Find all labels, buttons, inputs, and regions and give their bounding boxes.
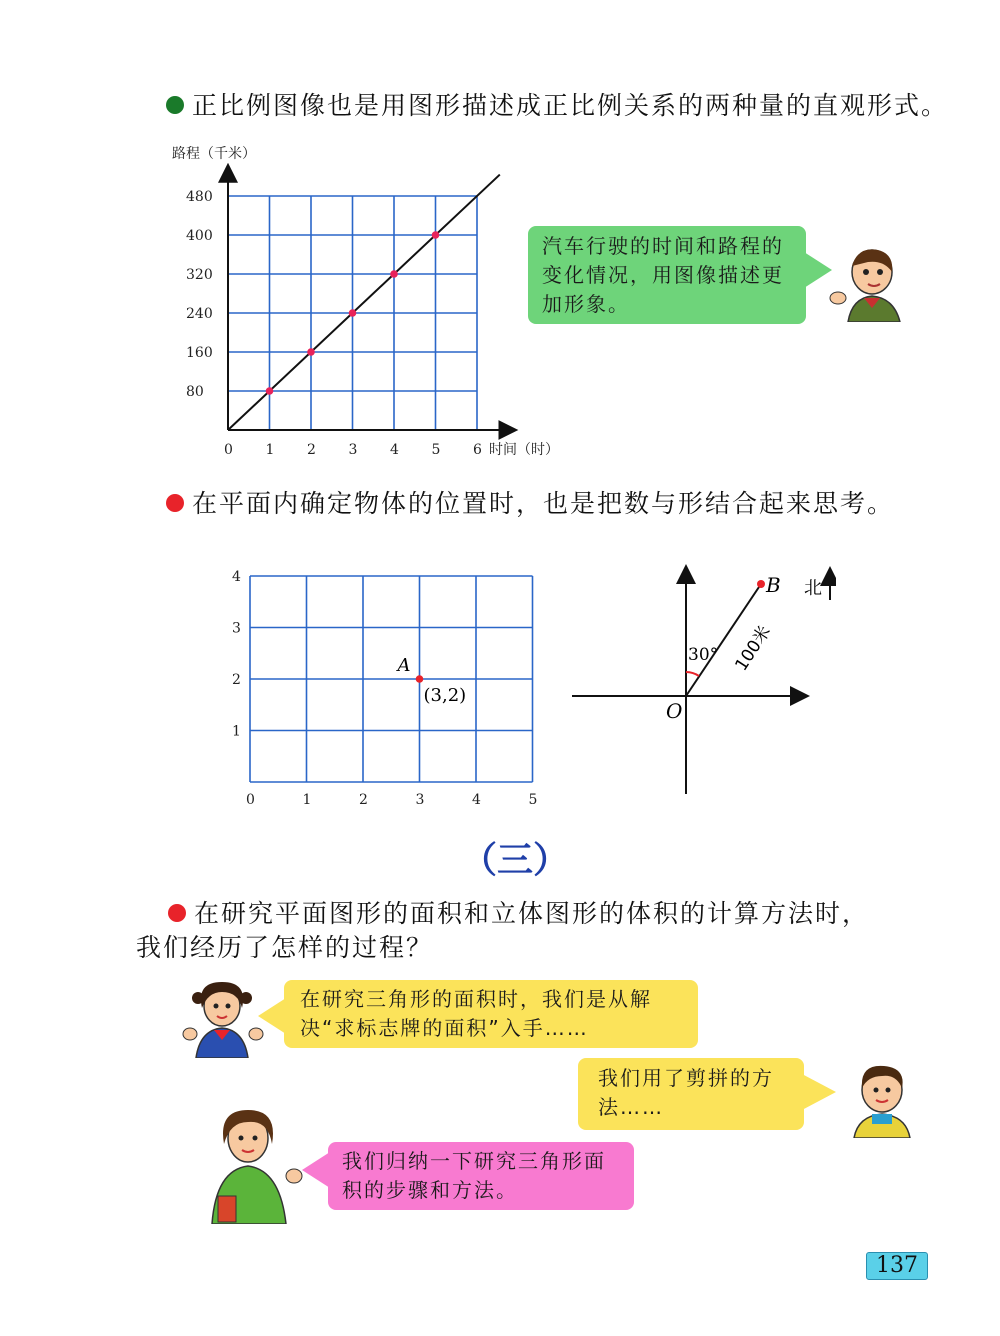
angle-arc [686, 672, 699, 676]
x-tick-label: 6 [473, 442, 482, 458]
speech-bubble-girl [284, 980, 698, 1048]
boy-avatar [828, 242, 908, 322]
bubble-text: 在研究三角形的面积时，我们是从解决“求标志牌的面积”入手…… [300, 987, 652, 1040]
y-tick-label: 320 [186, 267, 213, 283]
section3-heading-line2: 我们经历了怎样的过程？ [136, 933, 434, 962]
bullet-red-2 [168, 904, 186, 922]
point-a-label: A [397, 655, 411, 676]
bubble-text: 汽车行驶的时间和路程的变化情况，用图像描述更加形象。 [542, 234, 784, 316]
data-point [307, 348, 315, 356]
bubble-tail [300, 1150, 330, 1190]
point-a-coords: (3,2) [423, 685, 467, 706]
section3-heading-line1: 在研究平面图形的面积和立体图形的体积的计算方法时， [194, 899, 870, 928]
y-tick-label: 480 [186, 189, 213, 205]
x-tick-label: 5 [528, 792, 538, 808]
bullet-green [166, 96, 184, 114]
x-tick-label: 0 [224, 442, 233, 458]
data-point [390, 270, 398, 278]
bubble-text: 我们用了剪拼的方法…… [598, 1066, 774, 1119]
data-point [349, 309, 357, 317]
x-tick-label: 5 [431, 442, 441, 458]
speech-bubble-teacher [328, 1142, 634, 1210]
girl-avatar [182, 978, 266, 1058]
distance-label: 100米 [731, 622, 776, 675]
speech-bubble-boy2 [578, 1058, 804, 1130]
part-title: （三） [460, 840, 569, 881]
angle-label: 30° [688, 645, 719, 665]
point-a [416, 675, 424, 683]
section2-heading: 在平面内确定物体的位置时，也是把数与形结合起来思考。 [192, 489, 895, 518]
page-number: 137 [866, 1252, 928, 1280]
point-b [757, 580, 765, 588]
x-tick-label: 1 [302, 792, 312, 808]
boy2-avatar [846, 1060, 916, 1138]
section1-heading: 正比例图像也是用图形描述成正比例关系的两种量的直观形式。 [192, 91, 949, 120]
bullet-red [166, 494, 184, 512]
bubble-tail [256, 996, 286, 1036]
data-point [432, 231, 440, 239]
y-tick-label: 240 [186, 306, 213, 322]
x-tick-label: 3 [415, 792, 425, 808]
y-tick-label: 160 [186, 345, 213, 361]
y-tick-label: 4 [232, 569, 241, 585]
y-tick-label: 1 [232, 723, 241, 740]
x-tick-label: 1 [265, 442, 275, 458]
x-tick-label: 0 [246, 792, 255, 808]
x-tick-label: 4 [472, 792, 481, 808]
y-tick-label: 2 [232, 672, 241, 688]
data-point [266, 387, 274, 395]
origin-label: O [666, 699, 683, 723]
bubble-text: 我们归纳一下研究三角形面积的步骤和方法。 [342, 1149, 606, 1202]
x-tick-label: 2 [359, 792, 368, 808]
bubble-tail [802, 1072, 838, 1112]
north-label: 北 [804, 578, 822, 599]
x-tick-label: 2 [307, 442, 316, 458]
x-tick-label: 4 [390, 442, 399, 458]
y-tick-label: 3 [232, 620, 241, 637]
direction-diagram [566, 560, 836, 800]
x-tick-label: 3 [348, 442, 358, 458]
y-tick-label: 400 [186, 228, 213, 244]
coordinate-grid [220, 562, 560, 812]
point-b-label: B [766, 573, 781, 597]
y-tick-label: 80 [186, 384, 204, 400]
teacher-avatar [204, 1104, 304, 1224]
y-axis-label: 路程（千米） [172, 146, 256, 162]
x-axis-label: 时间（时） [489, 442, 559, 458]
speech-bubble-boy [528, 226, 806, 324]
